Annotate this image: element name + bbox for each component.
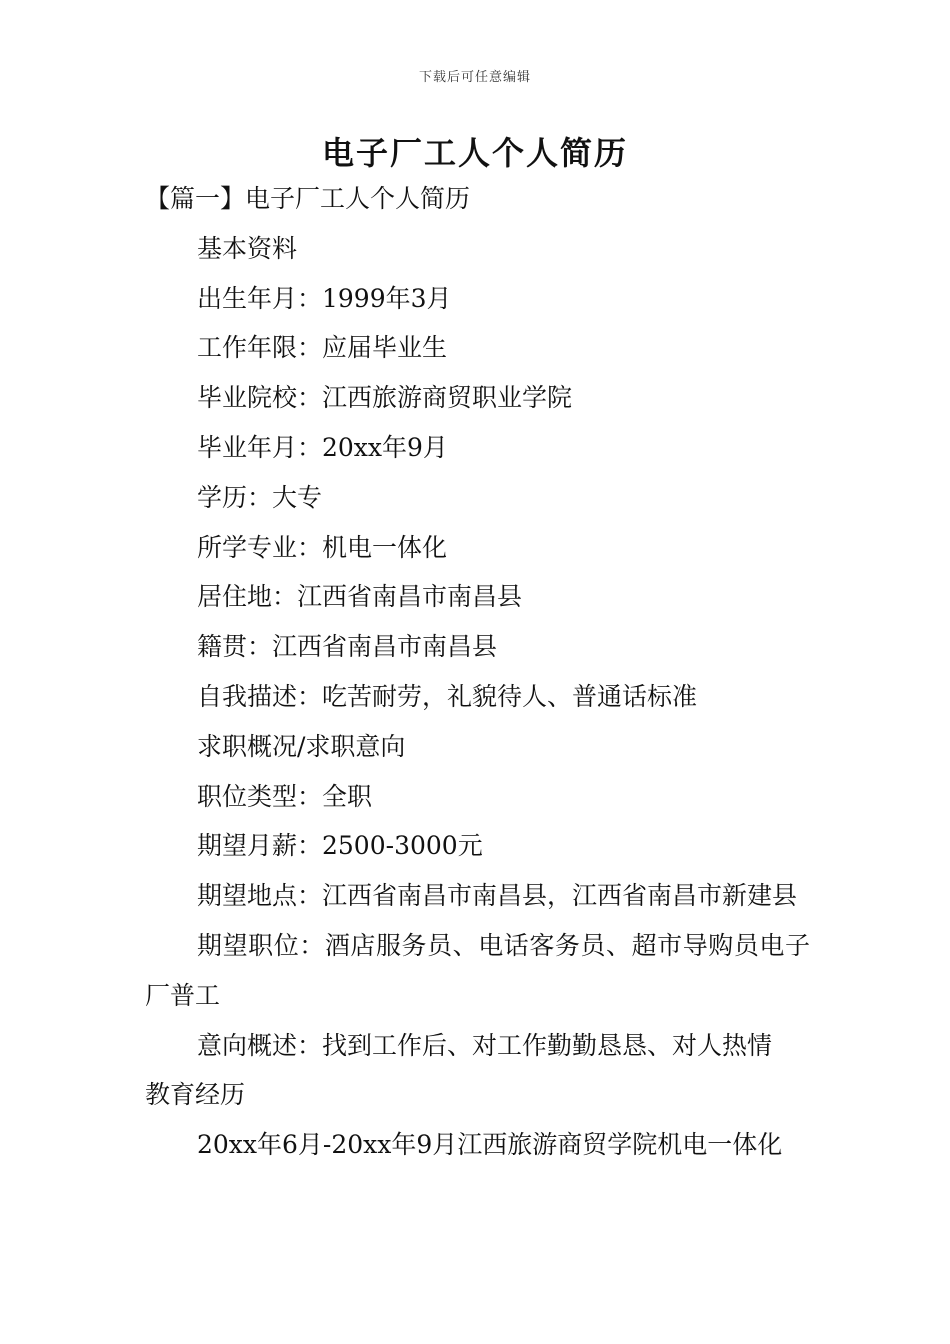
section-heading: 【篇一】电子厂工人个人简历	[145, 184, 471, 213]
header-note: 下载后可任意编辑	[418, 70, 531, 85]
job-type-line: 职位类型：全职	[197, 781, 373, 811]
major-line: 所学专业：机电一体化	[197, 532, 448, 562]
document-body	[145, 174, 810, 1170]
education-entry-line: 20xx年6月-20xx年9月江西旅游商贸学院机电一体化	[197, 1130, 783, 1160]
expected-salary-line: 期望月薪：2500-3000元	[197, 831, 483, 861]
residence-line: 居住地：江西省南昌市南昌县	[197, 582, 523, 612]
self-description-line: 自我描述：吃苦耐劳，礼貌待人、普通话标准	[197, 681, 698, 711]
job-intent-heading: 求职概况/求职意向	[197, 731, 406, 761]
hometown-line: 籍贯：江西省南昌市南昌县	[197, 632, 498, 662]
graduation-date-line: 毕业年月：20xx年9月	[197, 432, 448, 462]
expected-location-paragraph: 期望地点：江西省南昌市南昌县，江西省南昌市新建县	[197, 881, 798, 911]
intent-summary-line: 意向概述：找到工作后、对工作勤勤恳恳、对人热情	[197, 1030, 773, 1060]
work-years-line: 工作年限：应届毕业生	[197, 333, 448, 363]
expected-position-paragraph: 期望职位：酒店服务员、电话客务员、超市导购员电子厂普工	[145, 930, 810, 1010]
birth-date-line: 出生年月：1999年3月	[197, 283, 452, 313]
education-heading: 教育经历	[145, 1080, 246, 1110]
page-title: 电子厂工人个人简历	[321, 134, 628, 172]
degree-line: 学历：大专	[197, 482, 323, 512]
basic-info-heading: 基本资料	[197, 233, 298, 263]
school-line: 毕业院校：江西旅游商贸职业学院	[197, 383, 573, 413]
